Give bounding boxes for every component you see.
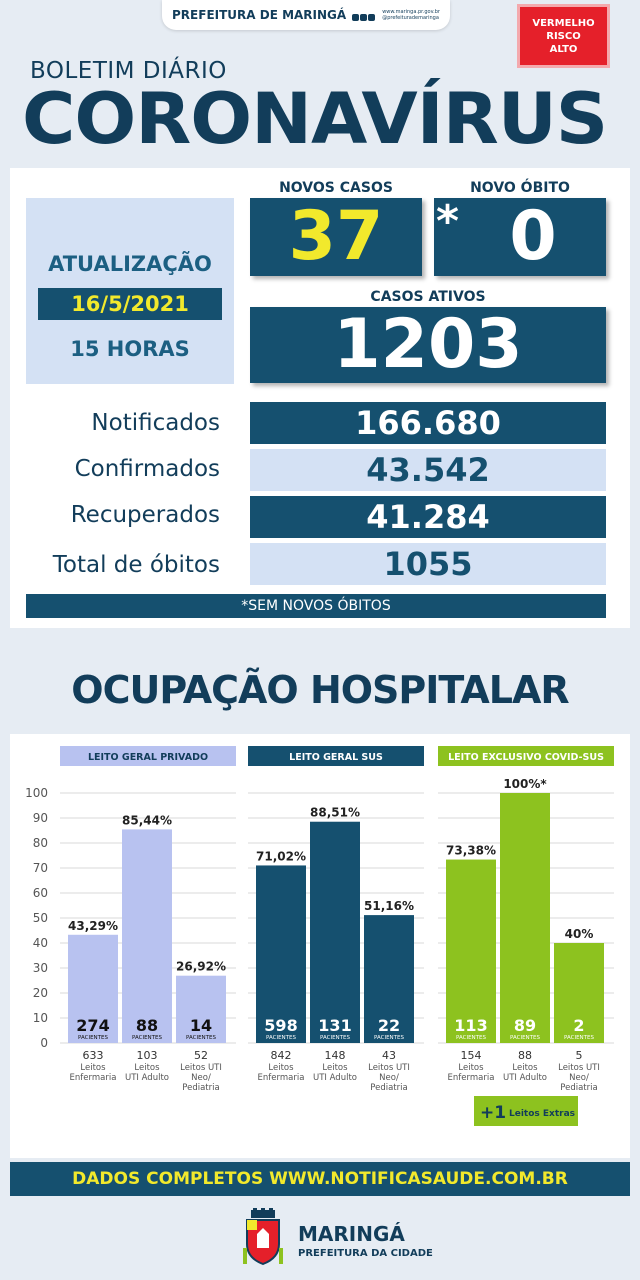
y-tick-label: 20 [32, 986, 48, 1000]
new-deaths-label: NOVO ÓBITO [470, 180, 570, 196]
bar-capacity-value: 842 [270, 1049, 292, 1062]
extra-beds-label: Leitos Extras [508, 1109, 576, 1119]
bar-category-label: Leitos [134, 1063, 160, 1073]
bar-patients-value: 22 [377, 1016, 401, 1035]
notified-label: Notificados [91, 410, 220, 436]
confirmed-value: 43.542 [250, 449, 606, 491]
bar-category-label: Leitos [80, 1063, 106, 1073]
extra-beds-count: +1 [479, 1103, 507, 1123]
update-date: 16/5/2021 [38, 288, 222, 320]
bar-patients-value: 274 [76, 1016, 110, 1035]
bar-category-label: UTI Adulto [503, 1073, 547, 1083]
hospital-occupancy-chart [10, 734, 630, 1158]
bar-category-label: UTI Adulto [313, 1073, 357, 1083]
social-handle: @prefeiturademaringa [382, 15, 439, 21]
site-url: www.maringa.pr.gov.br [382, 9, 440, 15]
y-tick-label: 100 [25, 786, 48, 800]
y-tick-label: 10 [32, 1011, 48, 1025]
bar-category-label: Pediatria [182, 1083, 220, 1093]
footer-banner: DADOS COMPLETOS WWW.NOTIFICASAUDE.COM.BR [10, 1162, 630, 1196]
notified-value: 166.680 [250, 402, 606, 444]
bar-capacity-value: 88 [518, 1049, 532, 1062]
y-tick-label: 80 [32, 836, 48, 850]
bar-category-label: Enfermaria [69, 1073, 117, 1083]
hospital-occupancy-title: OCUPAÇÃO HOSPITALAR [71, 668, 569, 712]
bar-category-label: Pediatria [370, 1083, 408, 1093]
bar-percent-label: 88,51% [310, 805, 360, 820]
bar-capacity-value: 103 [136, 1049, 158, 1062]
bar-patients-value: 131 [318, 1016, 352, 1035]
footer-city-name: MARINGÁ [298, 1222, 405, 1246]
group-header-label: LEITO EXCLUSIVO COVID-SUS [448, 752, 604, 763]
bar-patients-label: PACIENTES [185, 1035, 217, 1041]
bar-category-label: Leitos [458, 1063, 484, 1073]
bar-category-label: Pediatria [560, 1083, 598, 1093]
recovered-value: 41.284 [250, 496, 606, 538]
bar-category-label: Neo/ [379, 1073, 399, 1083]
y-tick-label: 40 [32, 936, 48, 950]
bar-percent-label: 71,02% [256, 849, 306, 864]
instagram-icon [368, 14, 375, 21]
bar-category-label: Leitos [512, 1063, 538, 1073]
bar-patients-label: PACIENTES [509, 1035, 541, 1041]
new-deaths-asterisk: * [436, 196, 460, 247]
bar-patients-value: 113 [454, 1016, 488, 1035]
risk-line: VERMELHO [532, 17, 595, 29]
org-name: PREFEITURA DE MARINGÁ [172, 8, 347, 22]
bar-patients-value: 598 [264, 1016, 298, 1035]
bar-category-label: Leitos UTI [180, 1063, 222, 1073]
bar-percent-label: 43,29% [68, 918, 118, 933]
update-hour: 15 HORAS [70, 337, 190, 361]
bar-percent-label: 51,16% [364, 899, 414, 914]
new-deaths-value: 0 [509, 197, 557, 276]
total-deaths-value: 1055 [250, 543, 606, 585]
bar-percent-label: 26,92% [176, 959, 226, 974]
bar-patients-label: PACIENTES [131, 1035, 163, 1041]
bar [122, 829, 172, 1043]
bar-patients-value: 89 [513, 1016, 537, 1035]
y-tick-label: 50 [32, 911, 48, 925]
bar-category-label: Leitos UTI [368, 1063, 410, 1073]
bar-capacity-value: 52 [194, 1049, 208, 1062]
bar-capacity-value: 148 [324, 1049, 346, 1062]
no-new-deaths-note: *SEM NOVOS ÓBITOS [26, 594, 606, 618]
bar-patients-value: 88 [135, 1016, 159, 1035]
total-deaths-label: Total de óbitos [52, 552, 220, 578]
risk-line: ALTO [549, 43, 578, 55]
bar-patients-label: PACIENTES [563, 1035, 595, 1041]
bar-percent-label: 40% [564, 927, 594, 941]
bar-category-label: Neo/ [191, 1073, 211, 1083]
bar-patients-value: 2 [573, 1016, 585, 1035]
bar-patients-label: PACIENTES [265, 1035, 297, 1041]
bar-category-label: Leitos [322, 1063, 348, 1073]
group-header-label: LEITO GERAL PRIVADO [87, 752, 209, 763]
facebook-icon [360, 14, 367, 21]
bar-patients-value: 14 [189, 1016, 213, 1035]
y-tick-label: 60 [32, 886, 48, 900]
bar-percent-label: 100%* [503, 777, 547, 791]
website-icon [352, 14, 359, 21]
city-coat-of-arms-icon [243, 1208, 283, 1268]
footer-city-subtitle: PREFEITURA DA CIDADE [298, 1248, 433, 1259]
bar-percent-label: 73,38% [446, 843, 496, 858]
bar-capacity-value: 633 [82, 1049, 104, 1062]
bar [500, 793, 550, 1043]
risk-badge [517, 4, 610, 68]
bar-patients-label: PACIENTES [319, 1035, 351, 1041]
confirmed-label: Confirmados [74, 456, 220, 482]
group-header-label: LEITO GERAL SUS [289, 752, 383, 763]
bar-category-label: Leitos UTI [558, 1063, 600, 1073]
new-cases-value: 37 [288, 197, 384, 276]
active-cases-label: CASOS ATIVOS [370, 289, 486, 305]
header-org-pill [162, 0, 450, 30]
bar-percent-label: 85,44% [122, 813, 172, 828]
bar-category-label: Neo/ [569, 1073, 589, 1083]
y-tick-label: 30 [32, 961, 48, 975]
bar-patients-label: PACIENTES [77, 1035, 109, 1041]
bar [310, 822, 360, 1043]
bar-category-label: UTI Adulto [125, 1073, 169, 1083]
bar-category-label: Enfermaria [257, 1073, 305, 1083]
bar-capacity-value: 5 [575, 1049, 583, 1062]
social-links [382, 9, 440, 21]
bulletin-subtitle: BOLETIM DIÁRIO [30, 58, 227, 84]
bar-category-label: Leitos [268, 1063, 294, 1073]
update-label: ATUALIZAÇÃO [48, 252, 212, 276]
active-cases-value: 1203 [333, 305, 523, 384]
risk-line: RISCO [546, 30, 581, 42]
recovered-label: Recuperados [70, 502, 220, 528]
bar-capacity-value: 154 [460, 1049, 482, 1062]
y-tick-label: 90 [32, 811, 48, 825]
social-icons [352, 6, 376, 25]
bar-category-label: Enfermaria [447, 1073, 495, 1083]
y-tick-label: 70 [32, 861, 48, 875]
page-title: CORONAVÍRUS [22, 78, 608, 160]
bar-patients-label: PACIENTES [455, 1035, 487, 1041]
new-cases-label: NOVOS CASOS [279, 180, 393, 196]
y-tick-label: 0 [40, 1036, 48, 1050]
bar-capacity-value: 43 [382, 1049, 396, 1062]
bar-patients-label: PACIENTES [373, 1035, 405, 1041]
